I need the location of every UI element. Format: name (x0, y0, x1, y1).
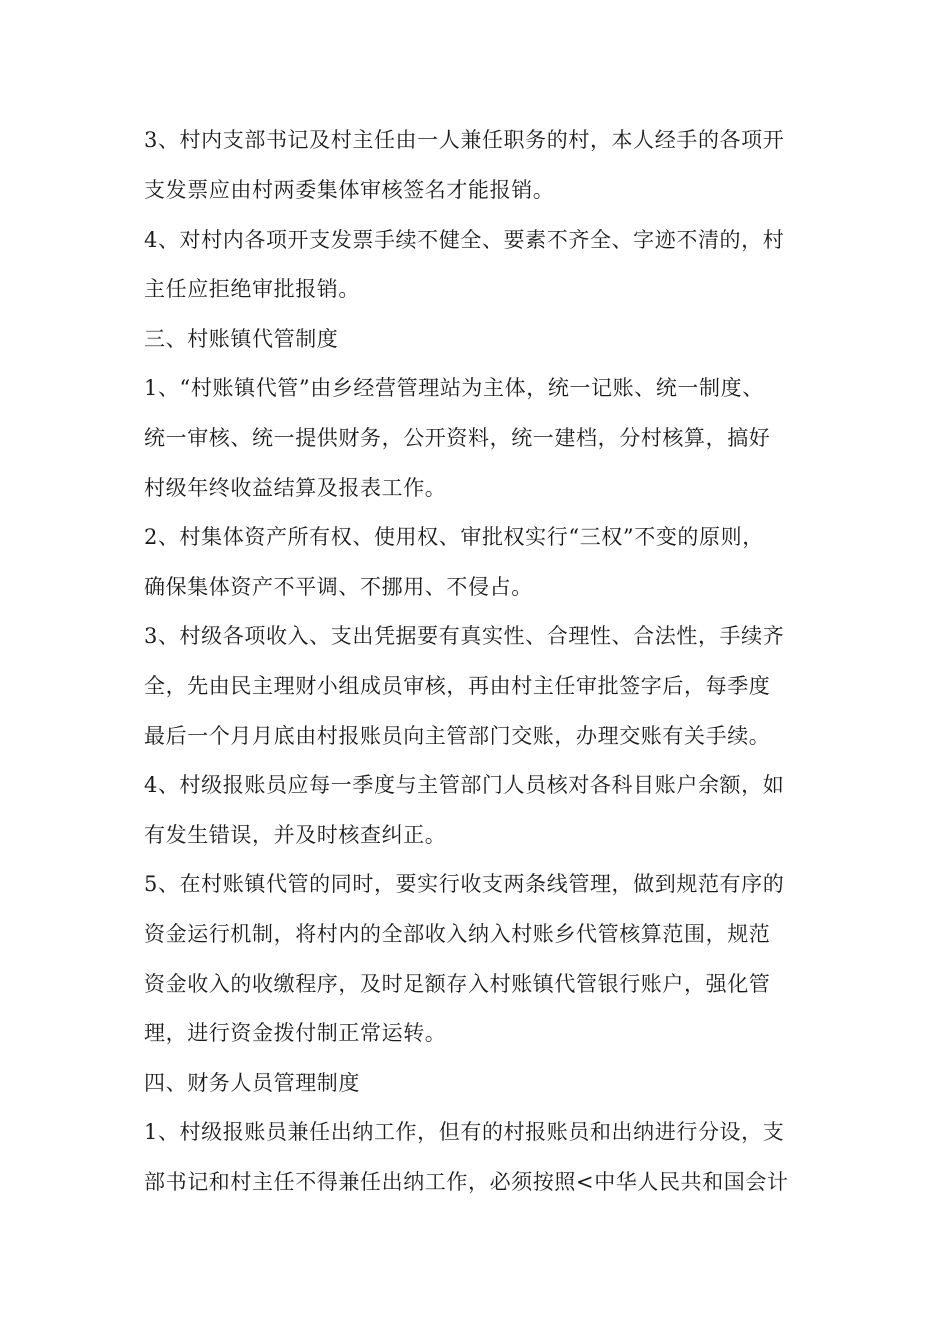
paragraph-line: 4、对村内各项开支发票手续不健全、要素不齐全、字迹不清的，村 (144, 228, 785, 252)
paragraph-line: 全，先由民主理财小组成员审核，再由村主任审批签字后，每季度 (144, 674, 771, 698)
paragraph-line: 统一审核、统一提供财务，公开资料，统一建档，分村核算，搞好 (144, 426, 771, 450)
paragraph-line: 1、村级报账员兼任出纳工作，但有的村报账员和出纳进行分设，支 (144, 1120, 785, 1144)
paragraph-line: 支发票应由村两委集体审核签名才能报销。 (144, 178, 555, 202)
paragraph-line: 4、村级报账员应每一季度与主管部门人员核对各科目账户余额，如 (144, 773, 785, 797)
paragraph-line: 有发生错误，并及时核查纠正。 (144, 823, 447, 847)
paragraph-line: 资金运行机制，将村内的全部收入纳入村账乡代管核算范围，规范 (144, 922, 771, 946)
paragraph-line: 最后一个月月底由村报账员向主管部门交账，办理交账有关手续。 (144, 724, 771, 748)
section-heading: 四、财务人员管理制度 (144, 1071, 360, 1095)
paragraph-line: 确保集体资产不平调、不挪用、不侵占。 (144, 575, 533, 599)
section-heading: 三、村账镇代管制度 (144, 327, 339, 351)
paragraph-line: 资金收入的收缴程序，及时足额存入村账镇代管银行账户，强化管 (144, 972, 771, 996)
paragraph-line: 理，进行资金拨付制正常运转。 (144, 1021, 447, 1045)
paragraph-line: 部书记和村主任不得兼任出纳工作，必须按照<中华人民共和国会计 (144, 1170, 789, 1194)
paragraph-line: 主任应拒绝审批报销。 (144, 277, 360, 301)
paragraph-line: 2、村集体资产所有权、使用权、审批权实行“三权”不变的原则， (144, 525, 764, 549)
paragraph-line: 5、在村账镇代管的同时，要实行收支两条线管理，做到规范有序的 (144, 872, 785, 896)
paragraph-line: 1、“村账镇代管”由乡经营管理站为主体，统一记账、统一制度、 (144, 376, 764, 400)
paragraph-line: 村级年终收益结算及报表工作。 (144, 476, 447, 500)
paragraph-line: 3、村级各项收入、支出凭据要有真实性、合理性、合法性，手续齐 (144, 624, 785, 648)
paragraph-line: 3、村内支部书记及村主任由一人兼任职务的村，本人经手的各项开 (144, 128, 785, 152)
